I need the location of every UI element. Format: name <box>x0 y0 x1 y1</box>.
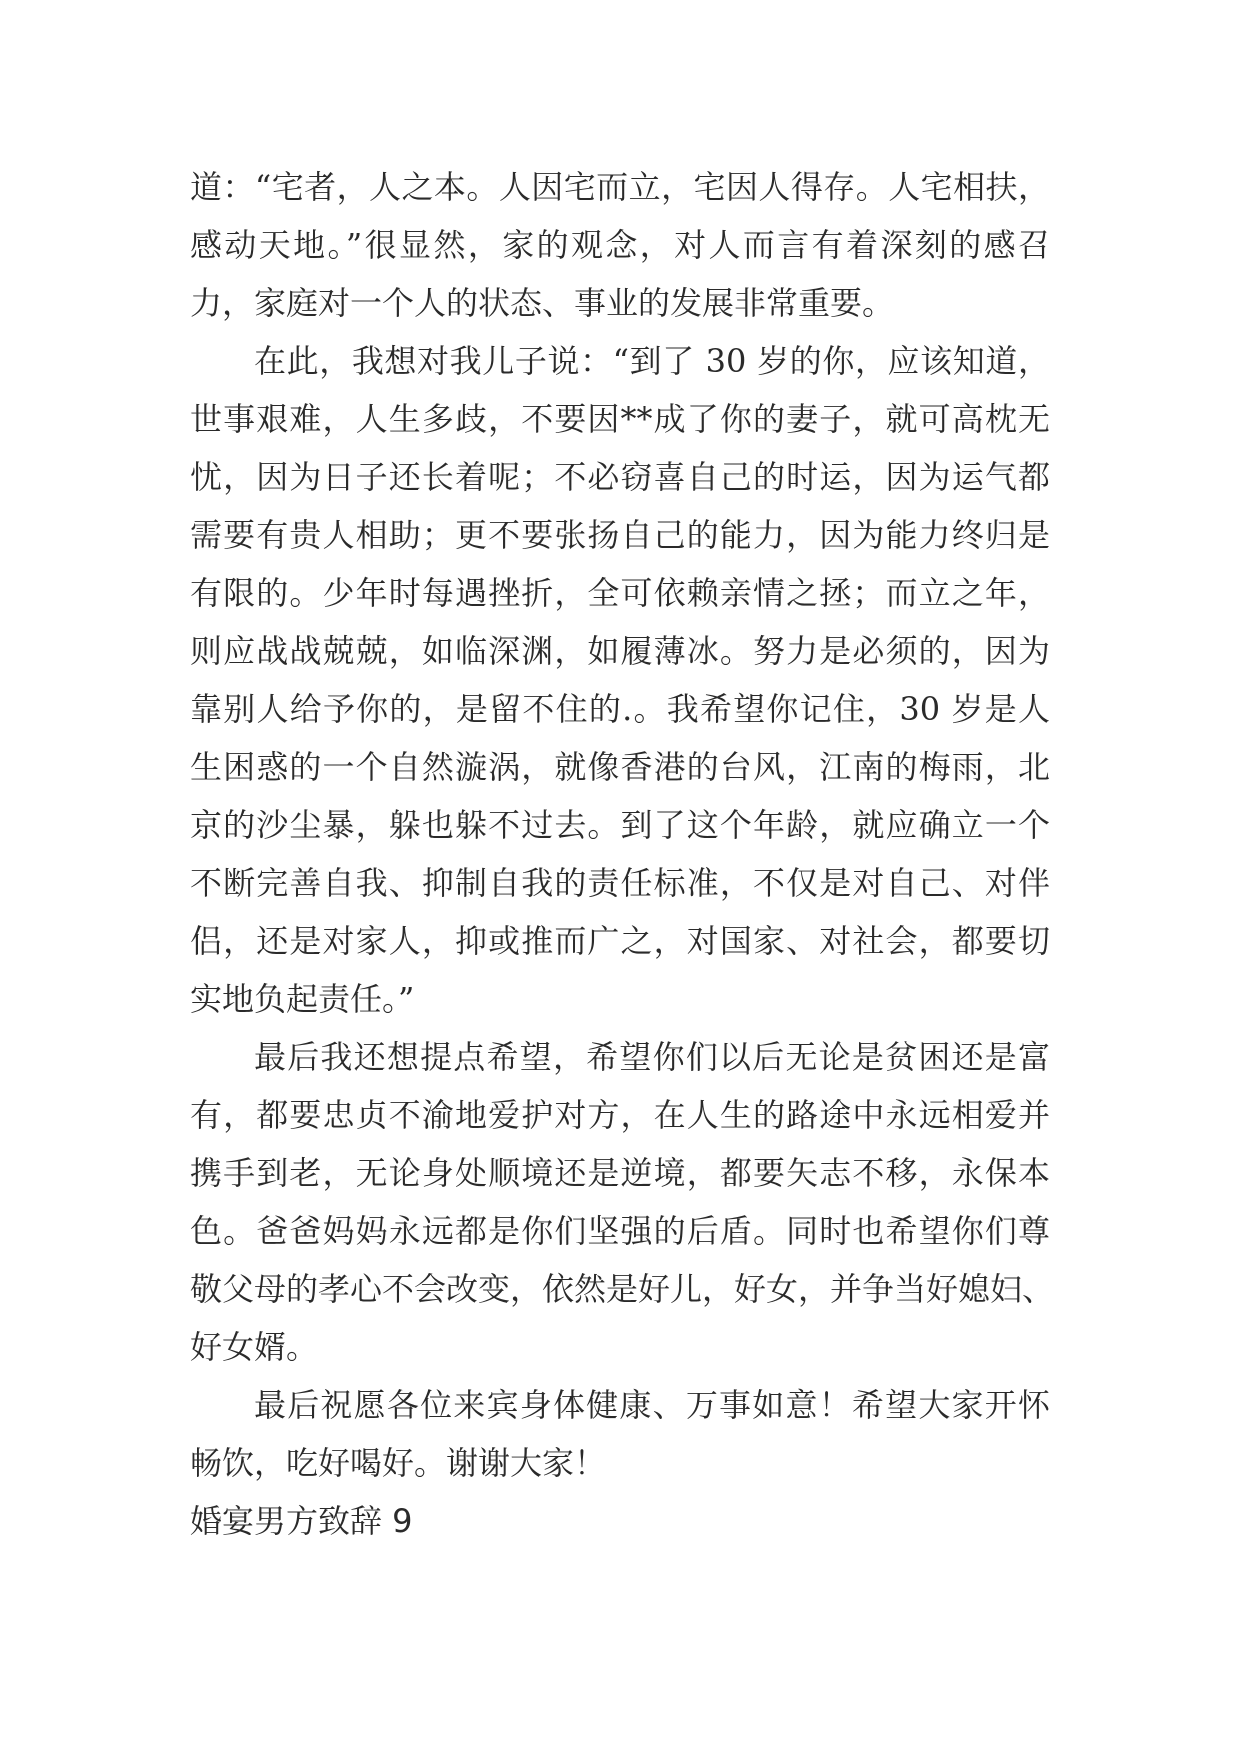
text-line: 畅饮，吃好喝好。谢谢大家！ <box>190 1444 607 1482</box>
text-line: 生困惑的一个自然漩涡，就像香港的台风，江南的梅雨，北 <box>190 748 1050 786</box>
document-body <box>190 158 1055 1550</box>
text-line: 在此，我想对我儿子说：“到了 30 岁的你，应该知道， <box>254 342 1050 380</box>
section-heading: 婚宴男方致辞 9 <box>190 1502 413 1540</box>
text-line: 最后祝愿各位来宾身体健康、万事如意！希望大家开怀 <box>254 1386 1050 1424</box>
text-line: 靠别人给予你的，是留不住的.。我希望你记住，30 岁是人 <box>190 690 1050 728</box>
text-line: 道：“宅者，人之本。人因宅而立，宅因人得存。人宅相扶， <box>190 168 1050 206</box>
text-line: 则应战战兢兢，如临深渊，如履薄冰。努力是必须的，因为 <box>190 632 1050 670</box>
text-line: 敬父母的孝心不会改变，依然是好儿，好女，并争当好媳妇、 <box>190 1270 1055 1308</box>
text-line: 世事艰难，人生多歧，不要因**成了你的妻子，就可高枕无 <box>190 400 1050 438</box>
text-line: 实地负起责任。” <box>190 980 415 1018</box>
text-line: 最后我还想提点希望，希望你们以后无论是贫困还是富 <box>254 1038 1050 1076</box>
text-line: 携手到老，无论身处顺境还是逆境，都要矢志不移，永保本 <box>190 1154 1050 1192</box>
text-line: 好女婿。 <box>190 1328 319 1366</box>
text-line: 京的沙尘暴，躲也躲不过去。到了这个年龄，就应确立一个 <box>190 806 1050 844</box>
text-line: 不断完善自我、抑制自我的责任标准，不仅是对自己、对伴 <box>190 864 1050 902</box>
text-line: 感动天地。”很显然，家的观念，对人而言有着深刻的感召 <box>190 226 1050 264</box>
text-line: 有限的。少年时每遇挫折，全可依赖亲情之拯；而立之年， <box>190 574 1050 612</box>
text-line: 力，家庭对一个人的状态、事业的发展非常重要。 <box>190 284 895 322</box>
text-line: 侣，还是对家人，抑或推而广之，对国家、对社会，都要切 <box>190 922 1050 960</box>
text-line: 色。爸爸妈妈永远都是你们坚强的后盾。同时也希望你们尊 <box>190 1212 1050 1250</box>
text-line: 忧，因为日子还长着呢；不必窃喜自己的时运，因为运气都 <box>190 458 1050 496</box>
text-line: 需要有贵人相助；更不要张扬自己的能力，因为能力终归是 <box>190 516 1050 554</box>
text-line: 有，都要忠贞不渝地爱护对方，在人生的路途中永远相爱并 <box>190 1096 1050 1134</box>
